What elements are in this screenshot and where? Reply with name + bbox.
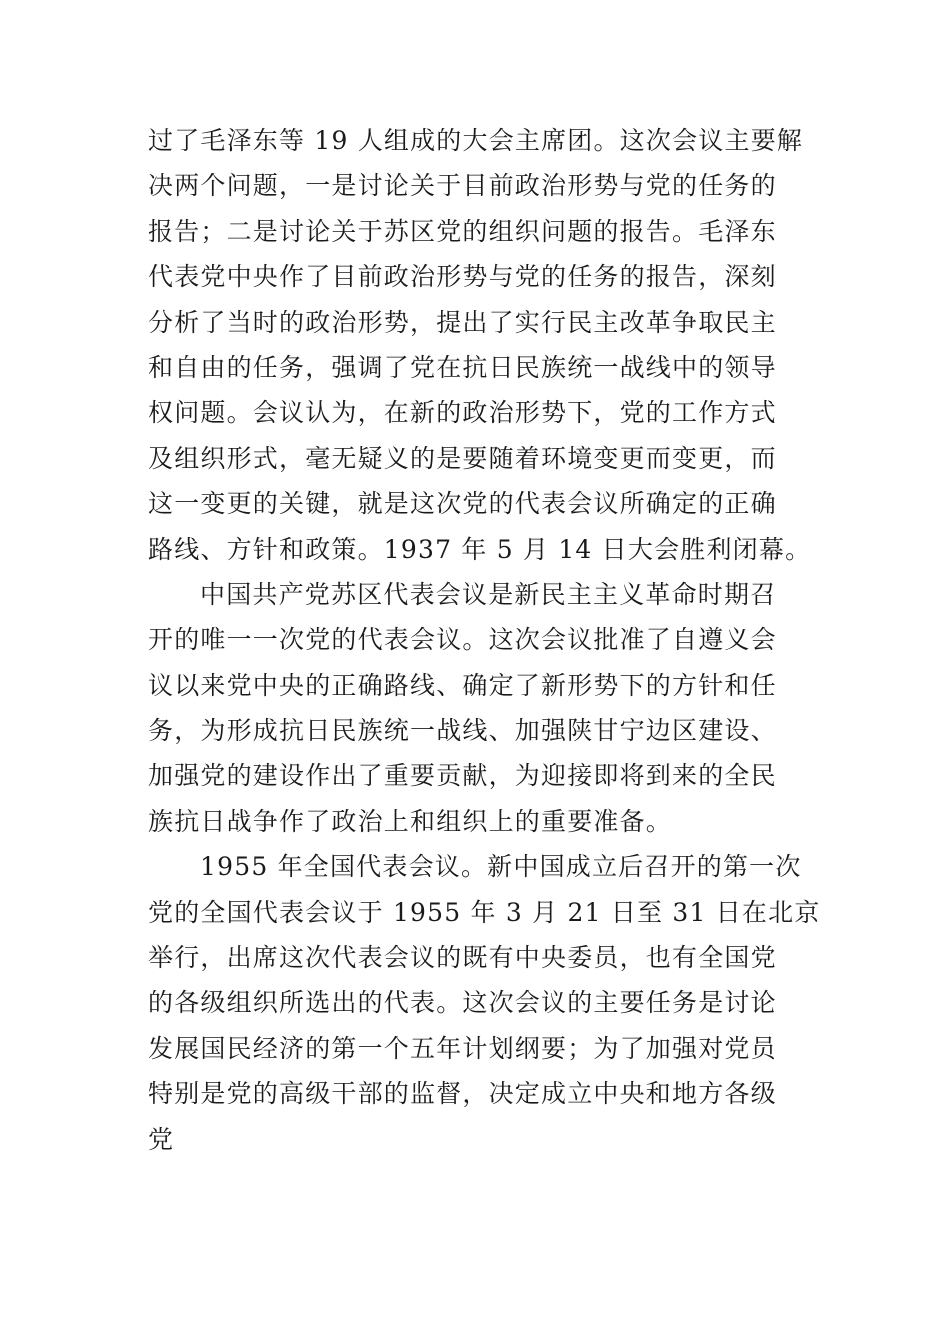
text-line: 开的唯一一次党的代表会议。这次会议批准了自遵义会 (148, 625, 777, 655)
text-line: 的各级组织所选出的代表。这次会议的主要任务是讨论 (148, 988, 777, 1018)
text-line: 发展国民经济的第一个五年计划纲要；为了加强对党员 (148, 1033, 777, 1063)
text-line: 议以来党中央的正确路线、确定了新形势下的方针和任 (148, 670, 777, 700)
text-line: 这一变更的关键，就是这次党的代表会议所确定的正确 (148, 489, 777, 519)
text-line: 族抗日战争作了政治上和组织上的重要准备。 (148, 806, 673, 836)
text-line: 党 (148, 1124, 175, 1154)
text-line: 及组织形式，毫无疑义的是要随着环境变更而变更，而 (148, 443, 777, 473)
text-line: 1955 年全国代表会议。新中国成立后召开的第一次 (200, 852, 802, 882)
text-line: 举行，出席这次代表会议的既有中央委员，也有全国党 (148, 943, 777, 973)
text-line: 加强党的建设作出了重要贡献，为迎接即将到来的全民 (148, 761, 777, 791)
text-line: 和自由的任务，强调了党在抗日民族统一战线中的领导 (148, 352, 777, 382)
paragraph-2 (148, 572, 808, 844)
paragraph-3 (148, 844, 821, 1162)
text-line: 路线、方针和政策。1937 年 5 月 14 日大会胜利闭幕。 (148, 534, 812, 564)
text-line: 过了毛泽东等 19 人组成的大会主席团。这次会议主要解 (148, 126, 804, 155)
document-body (148, 118, 821, 1162)
text-line: 代表党中央作了目前政治形势与党的任务的报告，深刻 (148, 262, 777, 292)
text-line: 决两个问题，一是讨论关于目前政治形势与党的任务的 (148, 171, 777, 201)
text-line: 分析了当时的政治形势，提出了实行民主改革争取民主 (148, 307, 777, 337)
text-line: 特别是党的高级干部的监督，决定成立中央和地方各级 (148, 1079, 777, 1109)
text-line: 权问题。会议认为，在新的政治形势下，党的工作方式 (148, 398, 777, 428)
text-line: 报告；二是讨论关于苏区党的组织问题的报告。毛泽东 (148, 216, 777, 246)
text-line: 务，为形成抗日民族统一战线、加强陕甘宁边区建设、 (148, 716, 777, 746)
text-line: 中国共产党苏区代表会议是新民主主义革命时期召 (200, 579, 777, 609)
paragraph-1 (148, 118, 812, 572)
text-line: 党的全国代表会议于 1955 年 3 月 21 日至 31 日在北京 (148, 897, 821, 927)
